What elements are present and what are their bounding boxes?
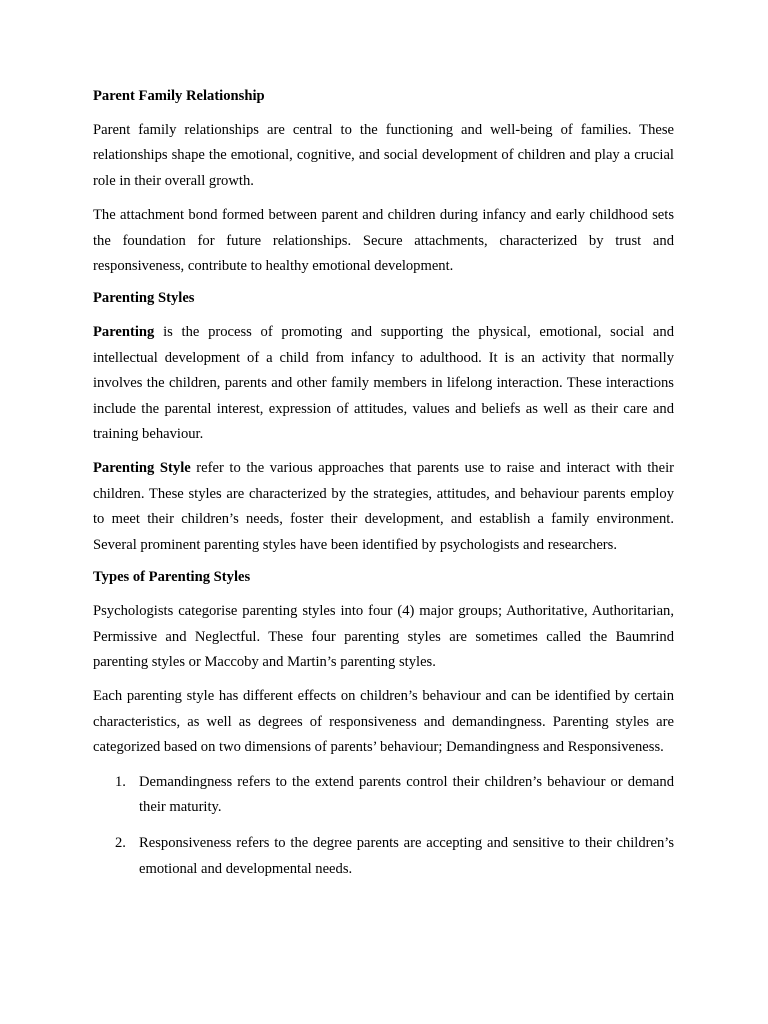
term-parenting-style: Parenting Style — [93, 460, 191, 477]
document-page — [93, 86, 674, 893]
paragraph-effects: Each parenting style has different effects on children’s behaviour and can be identified by certain characteristics, as well as degrees of responsiveness and demandingness. Parenting styles are categorized based on two dimensions of parents’ behaviour; Demandingness and Responsiveness. — [93, 688, 674, 756]
parenting-style-definition-text: refer to the various approaches that parents use to raise and interact with their children. These styles are characterized by the strategies, attitudes, and behaviour parents employ to meet their children’s needs, foster their development, and establish a family environment. Several prominent parenting styles have been identified by psychologists and researchers. — [93, 460, 674, 553]
paragraph-family-relationships: Parent family relationships are central to the functioning and well-being of families. These relationships shape the emotional, cognitive, and social development of children and play a crucial role in their overall growth. — [93, 122, 674, 189]
list-item — [93, 831, 674, 882]
list-item — [93, 770, 674, 821]
paragraph-parenting-definition — [93, 320, 674, 447]
heading-parent-family-relationship: Parent Family Relationship — [93, 88, 265, 104]
term-parenting: Parenting — [93, 324, 155, 341]
paragraph-parenting-style-definition — [93, 456, 674, 558]
list-item-text: Demandingness refers to the extend parents control their children’s behaviour or demand their maturity. — [139, 773, 674, 815]
list-number: 2. — [115, 835, 126, 852]
list-item-text: Responsiveness refers to the degree parents are accepting and sensitive to their children’s emotional and developmental needs. — [139, 835, 674, 877]
parenting-definition-text: is the process of promoting and supporting the physical, emotional, social and intellectual development of a child from infancy to adulthood. It is an activity that normally involves the children, parents and other family members in lifelong interaction. These interactions include the parental interest, expression of attitudes, values and beliefs as well as their care and training behaviour. — [93, 324, 674, 443]
list-number: 1. — [115, 773, 126, 790]
heading-types-of-parenting-styles: Types of Parenting Styles — [93, 569, 251, 586]
heading-parenting-styles: Parenting Styles — [93, 290, 195, 307]
dimensions-list — [93, 770, 674, 883]
paragraph-four-groups: Psychologists categorise parenting styles into four (4) major groups; Authoritative, Authoritarian, Permissive and Neglectful. These four parenting styles are sometimes called the Baumrind parenting styles or Maccoby and Martin’s parenting styles. — [93, 603, 674, 670]
paragraph-attachment-bond: The attachment bond formed between parent and children during infancy and early childhood sets the foundation for future relationships. Secure attachments, characterized by trust and responsiveness, contribute to healthy emotional development. — [93, 207, 674, 275]
